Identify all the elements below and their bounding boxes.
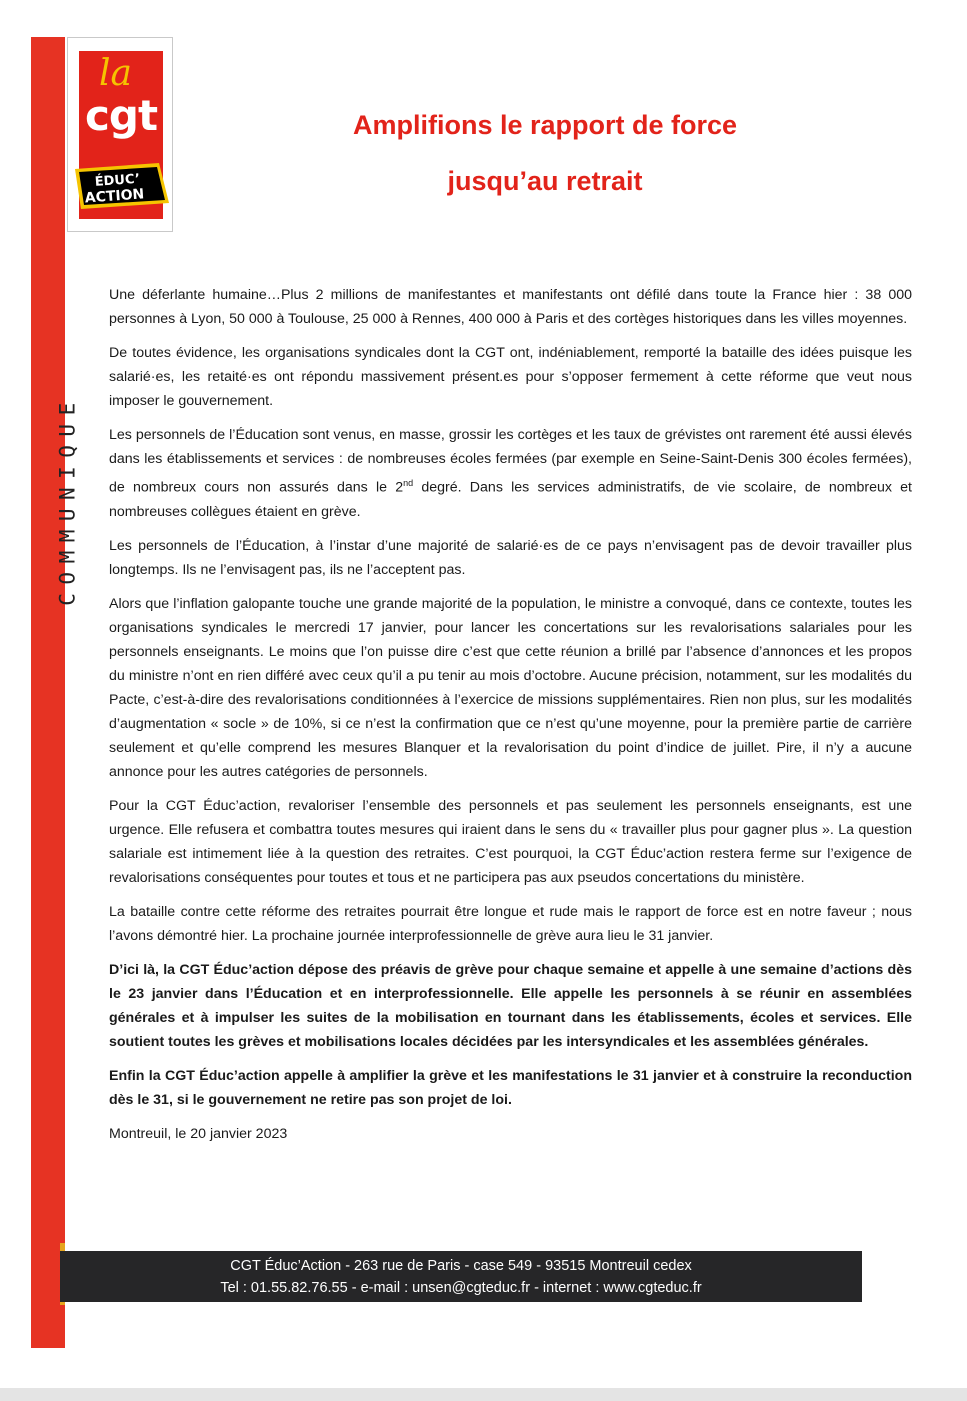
communique-body [109,283,912,1156]
logo-educaction-badge [71,159,175,213]
page-title-line-1: Amplifions le rapport de force [352,110,738,140]
bold-paragraph-1: D’ici là, la CGT Éduc’action dépose des préavis de grève pour chaque semaine et appelle à une semaine d’actions dès le 23 janvier dans l’Éducation et en interprofessionnelle. Elle appelle les personnels à se réunir en assemblées générales et à impulser les suites de la mobilisation en tournant dans les établissements, écoles et services. Elle soutient toutes les grèves et mobilisations locales décidées par les intersyndicales et les assemblées générales. [109,961,912,1050]
page-bottom-shade [0,1388,967,1401]
page-title-line-2: jusqu’au retrait [447,166,643,196]
logo-educ-text: ÉDUC’ [94,171,141,190]
side-label-text: COMMUNIQUE [56,394,80,606]
logo-action-text: ACTION [84,186,145,207]
side-label [18,350,118,650]
paragraph-1: Une déferlante humaine…Plus 2 millions de manifestantes et manifestants ont défilé dans toute la France hier : 38 000 personnes à Lyon, 50 000 à Toulouse, 25 000 à Rennes, 400 000 à Paris et des cortèges historiques dans les villes moyennes. [109,287,912,327]
logo-la-text: la [99,53,132,94]
logo-cgt-text: cgt [85,91,158,140]
paragraph-2: De toutes évidence, les organisations syndicales dont la CGT ont, indéniablement, remporté la bataille des idées puisque les salarié·es, les retaité·es ont répondu massivement présent.es pour s’opposer fermement à cette réforme que veut nous imposer le gouvernement. [109,345,912,409]
paragraph-4: Les personnels de l’Éducation, à l’instar d’une majorité de salarié·es de ce pays n’envisagent pas de devoir travailler plus longtemps. Ils ne l’envisagent pas, ils ne l’acceptent pas. [109,537,912,578]
paragraph-5: Alors que l’inflation galopante touche une grande majorité de la population, le ministre a convoqué, dans ce contexte, toutes les organisations syndicales le mercredi 17 janvier, pour lancer les concertations sur les revalorisations salariales pour les personnels enseignants. Le moins que l’on puisse dire c’est que cette réunion a brillé par l’absence d’annonces et les propos du ministre n’ont en rien différé avec ceux qu’il a pu tenir au mois d’octobre. Aucune précision, notamment, sur les modalités du Pacte, c’est-à-dire des revalorisations conditionnées à l’exercice de missions supplémentaires. Rien non plus, sur les modalités d’augmentation « socle » de 10%, si ce n’est la confirmation que ce n’est qu’une moyenne, pour la première partie de carrière seulement et qu’elle comprend les mesures Blanquer et la revalorisation du point d’indice de juillet. Pire, il n’y a aucune annonce pour les autres catégories de personnels. [109,595,912,780]
footer-contacts: Tel : 01.55.82.76.55 - e-mail : unsen@cgteduc.fr - internet : www.cgteduc.fr [220,1280,702,1296]
red-sidebar-bar [31,37,65,1348]
paragraph-7: La bataille contre cette réforme des retraites pourrait être longue et rude mais le rapport de force est en notre faveur ; nous l’avons démontré hier. La prochaine journée interprofessionnelle de grève aura lieu le 31 janvier. [109,903,912,944]
signature-date: Montreuil, le 20 janvier 2023 [109,1125,288,1142]
ordinal-superscript: nd [403,478,414,488]
cgt-educaction-logo [67,37,173,232]
footer-contact-bar [60,1251,862,1302]
footer-address: CGT Éduc’Action - 263 rue de Paris - case 549 - 93515 Montreuil cedex [230,1258,692,1274]
paragraph-3: Les personnels de l’Éducation sont venus, en masse, grossir les cortèges et les taux de grévistes ont rarement été aussi élevés dans les établissements et services : de nombreuses écoles fermées (par exemple en Seine-Saint-Denis 300 écoles fermées), de nombreux cours non assurés dans le 2nd degré. Dans les services administratifs, de vie scolaire, de nombreux et nombreuses collègues étaient en grève. [109,427,912,520]
bold-paragraph-2: Enfin la CGT Éduc’action appelle à amplifier la grève et les manifestations le 31 janvier et à construire la reconduction dès le 31, si le gouvernement ne retire pas son projet de loi. [109,1067,912,1108]
paragraph-6: Pour la CGT Éduc’action, revaloriser l’ensemble des personnels et pas seulement les personnels enseignants, est une urgence. Elle refusera et combattra toutes mesures qui iraient dans le sens du « travailler plus pour gagner plus ». La question salariale est intimement liée à la question des retraites. C’est pourquoi, la CGT Éduc’action restera ferme sur l’exigence de revalorisations conséquentes pour toutes et tous et ne participera pas aux pseudos concertations du ministère. [109,797,912,886]
logo-red-block [79,51,163,219]
